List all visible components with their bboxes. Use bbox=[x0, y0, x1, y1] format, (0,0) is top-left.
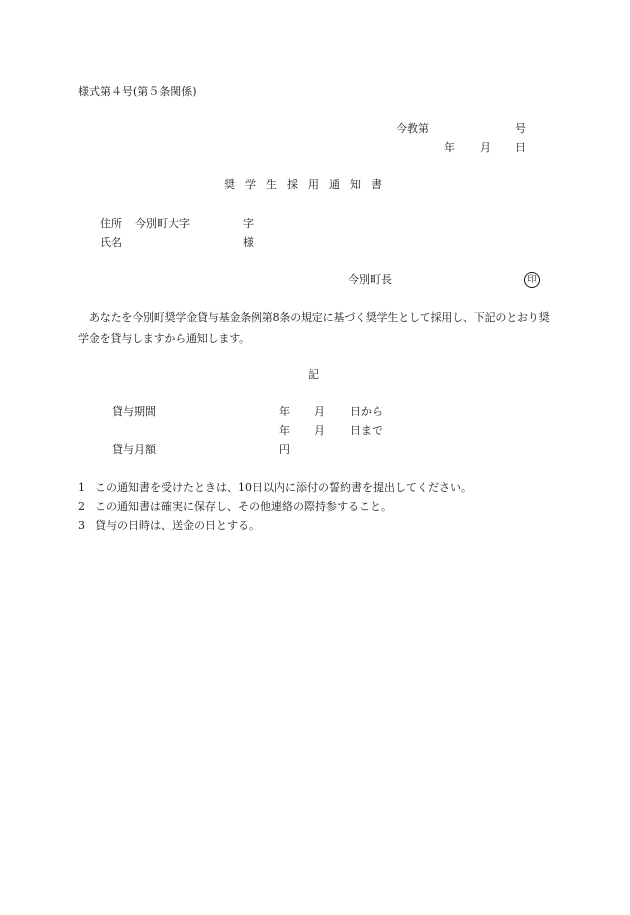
date-day: 日 bbox=[515, 141, 526, 154]
period-label: 貸与期間 bbox=[112, 405, 156, 418]
form-number: 様式第４号(第５条関係) bbox=[78, 85, 197, 98]
seal-icon: 印 bbox=[524, 272, 540, 288]
page-title: 奨学生採用通知書 bbox=[224, 178, 392, 191]
from-year: 年 bbox=[279, 405, 290, 418]
note-text-2: この通知書は確実に保存し、その他連絡の際持参すること。 bbox=[95, 500, 392, 513]
name-suffix: 様 bbox=[243, 236, 254, 249]
address-value: 今別町大字 bbox=[135, 217, 190, 230]
from-month: 月 bbox=[314, 405, 325, 418]
date-month: 月 bbox=[480, 141, 491, 154]
ki-marker: 記 bbox=[308, 368, 319, 381]
to-month: 月 bbox=[314, 424, 325, 437]
body-text: あなたを今別町奨学金貸与基金条例第8条の規定に基づく奨学生として採用し、下記のとおり奨学金を貸与しますから通知します。 bbox=[78, 311, 550, 345]
address-label: 住所 bbox=[100, 217, 122, 230]
issuer-title: 今別町長 bbox=[348, 273, 392, 286]
doc-number-prefix: 今教第 bbox=[396, 122, 429, 135]
note-text-3: 貸与の日時は、送金の日とする。 bbox=[95, 519, 260, 532]
note-number-3: 3 bbox=[78, 519, 85, 532]
to-day: 日まで bbox=[350, 424, 383, 437]
amount-unit: 円 bbox=[279, 443, 290, 456]
note-number-1: 1 bbox=[78, 481, 85, 494]
note-text-1: この通知書を受けたときは、10日以内に添付の誓約書を提出してください。 bbox=[95, 481, 472, 494]
name-label: 氏名 bbox=[100, 236, 122, 249]
from-day: 日から bbox=[350, 405, 383, 418]
date-year: 年 bbox=[444, 141, 455, 154]
amount-label: 貸与月額 bbox=[112, 443, 156, 456]
address-suffix: 字 bbox=[243, 217, 254, 230]
note-number-2: 2 bbox=[78, 500, 85, 513]
doc-number-suffix: 号 bbox=[515, 122, 526, 135]
to-year: 年 bbox=[279, 424, 290, 437]
